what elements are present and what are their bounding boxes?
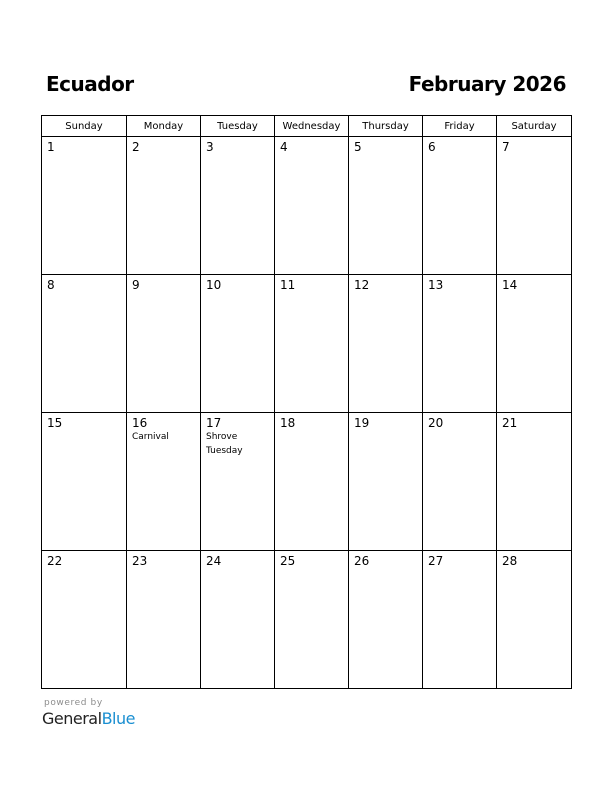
weekday-header: Saturday bbox=[497, 116, 572, 137]
day-number: 21 bbox=[502, 416, 518, 430]
day-cell bbox=[42, 137, 127, 275]
day-number: 16 bbox=[132, 416, 148, 430]
day-cell bbox=[201, 413, 275, 551]
day-cell bbox=[349, 275, 423, 413]
day-cell bbox=[423, 275, 497, 413]
weekday-header: Sunday bbox=[42, 116, 127, 137]
week-row bbox=[42, 413, 572, 551]
day-number: 18 bbox=[280, 416, 296, 430]
day-cell bbox=[497, 275, 572, 413]
day-cell bbox=[423, 551, 497, 689]
day-cell bbox=[349, 137, 423, 275]
week-row bbox=[42, 137, 572, 275]
day-cell bbox=[275, 413, 349, 551]
day-cell bbox=[497, 137, 572, 275]
day-number: 25 bbox=[280, 554, 296, 568]
day-cell bbox=[42, 551, 127, 689]
brand-name-part2: Blue bbox=[101, 709, 135, 728]
day-number: 9 bbox=[132, 278, 140, 292]
weekday-header: Thursday bbox=[349, 116, 423, 137]
day-number: 1 bbox=[47, 140, 55, 154]
day-cell bbox=[349, 551, 423, 689]
day-cell bbox=[423, 413, 497, 551]
day-cell bbox=[42, 413, 127, 551]
day-number: 19 bbox=[354, 416, 370, 430]
day-number: 13 bbox=[428, 278, 444, 292]
day-number: 11 bbox=[280, 278, 296, 292]
weekday-header: Wednesday bbox=[275, 116, 349, 137]
day-number: 6 bbox=[428, 140, 436, 154]
weekday-header: Friday bbox=[423, 116, 497, 137]
weekday-header: Tuesday bbox=[201, 116, 275, 137]
holiday-label: Carnival bbox=[132, 432, 169, 442]
day-cell bbox=[497, 551, 572, 689]
day-cell bbox=[127, 275, 201, 413]
day-number: 14 bbox=[502, 278, 518, 292]
day-number: 23 bbox=[132, 554, 148, 568]
day-cell bbox=[423, 137, 497, 275]
day-cell bbox=[275, 137, 349, 275]
day-cell bbox=[127, 137, 201, 275]
day-cell bbox=[275, 551, 349, 689]
holiday-label: Shrove Tuesday bbox=[206, 432, 243, 456]
day-number: 12 bbox=[354, 278, 370, 292]
day-number: 27 bbox=[428, 554, 444, 568]
day-number: 3 bbox=[206, 140, 214, 154]
day-cell bbox=[275, 275, 349, 413]
day-cell bbox=[201, 551, 275, 689]
weekday-header-row bbox=[42, 116, 572, 137]
month-year-title: February 2026 bbox=[408, 72, 566, 96]
day-number: 20 bbox=[428, 416, 444, 430]
day-number: 22 bbox=[47, 554, 63, 568]
day-number: 7 bbox=[502, 140, 510, 154]
day-number: 5 bbox=[354, 140, 362, 154]
calendar-grid bbox=[41, 115, 572, 689]
week-row bbox=[42, 275, 572, 413]
day-number: 26 bbox=[354, 554, 370, 568]
weekday-header: Monday bbox=[127, 116, 201, 137]
day-number: 2 bbox=[132, 140, 140, 154]
day-number: 28 bbox=[502, 554, 518, 568]
country-title: Ecuador bbox=[46, 72, 134, 96]
day-number: 15 bbox=[47, 416, 63, 430]
brand-logo[interactable] bbox=[42, 709, 135, 729]
day-number: 4 bbox=[280, 140, 288, 154]
day-cell bbox=[349, 413, 423, 551]
day-cell bbox=[201, 137, 275, 275]
brand-name-part1: General bbox=[42, 709, 102, 728]
day-cell bbox=[42, 275, 127, 413]
powered-by-text: powered by bbox=[44, 698, 103, 708]
day-number: 10 bbox=[206, 278, 222, 292]
day-number: 17 bbox=[206, 416, 222, 430]
day-cell bbox=[127, 413, 201, 551]
day-number: 24 bbox=[206, 554, 222, 568]
week-row bbox=[42, 551, 572, 689]
day-number: 8 bbox=[47, 278, 55, 292]
day-cell bbox=[127, 551, 201, 689]
day-cell bbox=[201, 275, 275, 413]
day-cell bbox=[497, 413, 572, 551]
